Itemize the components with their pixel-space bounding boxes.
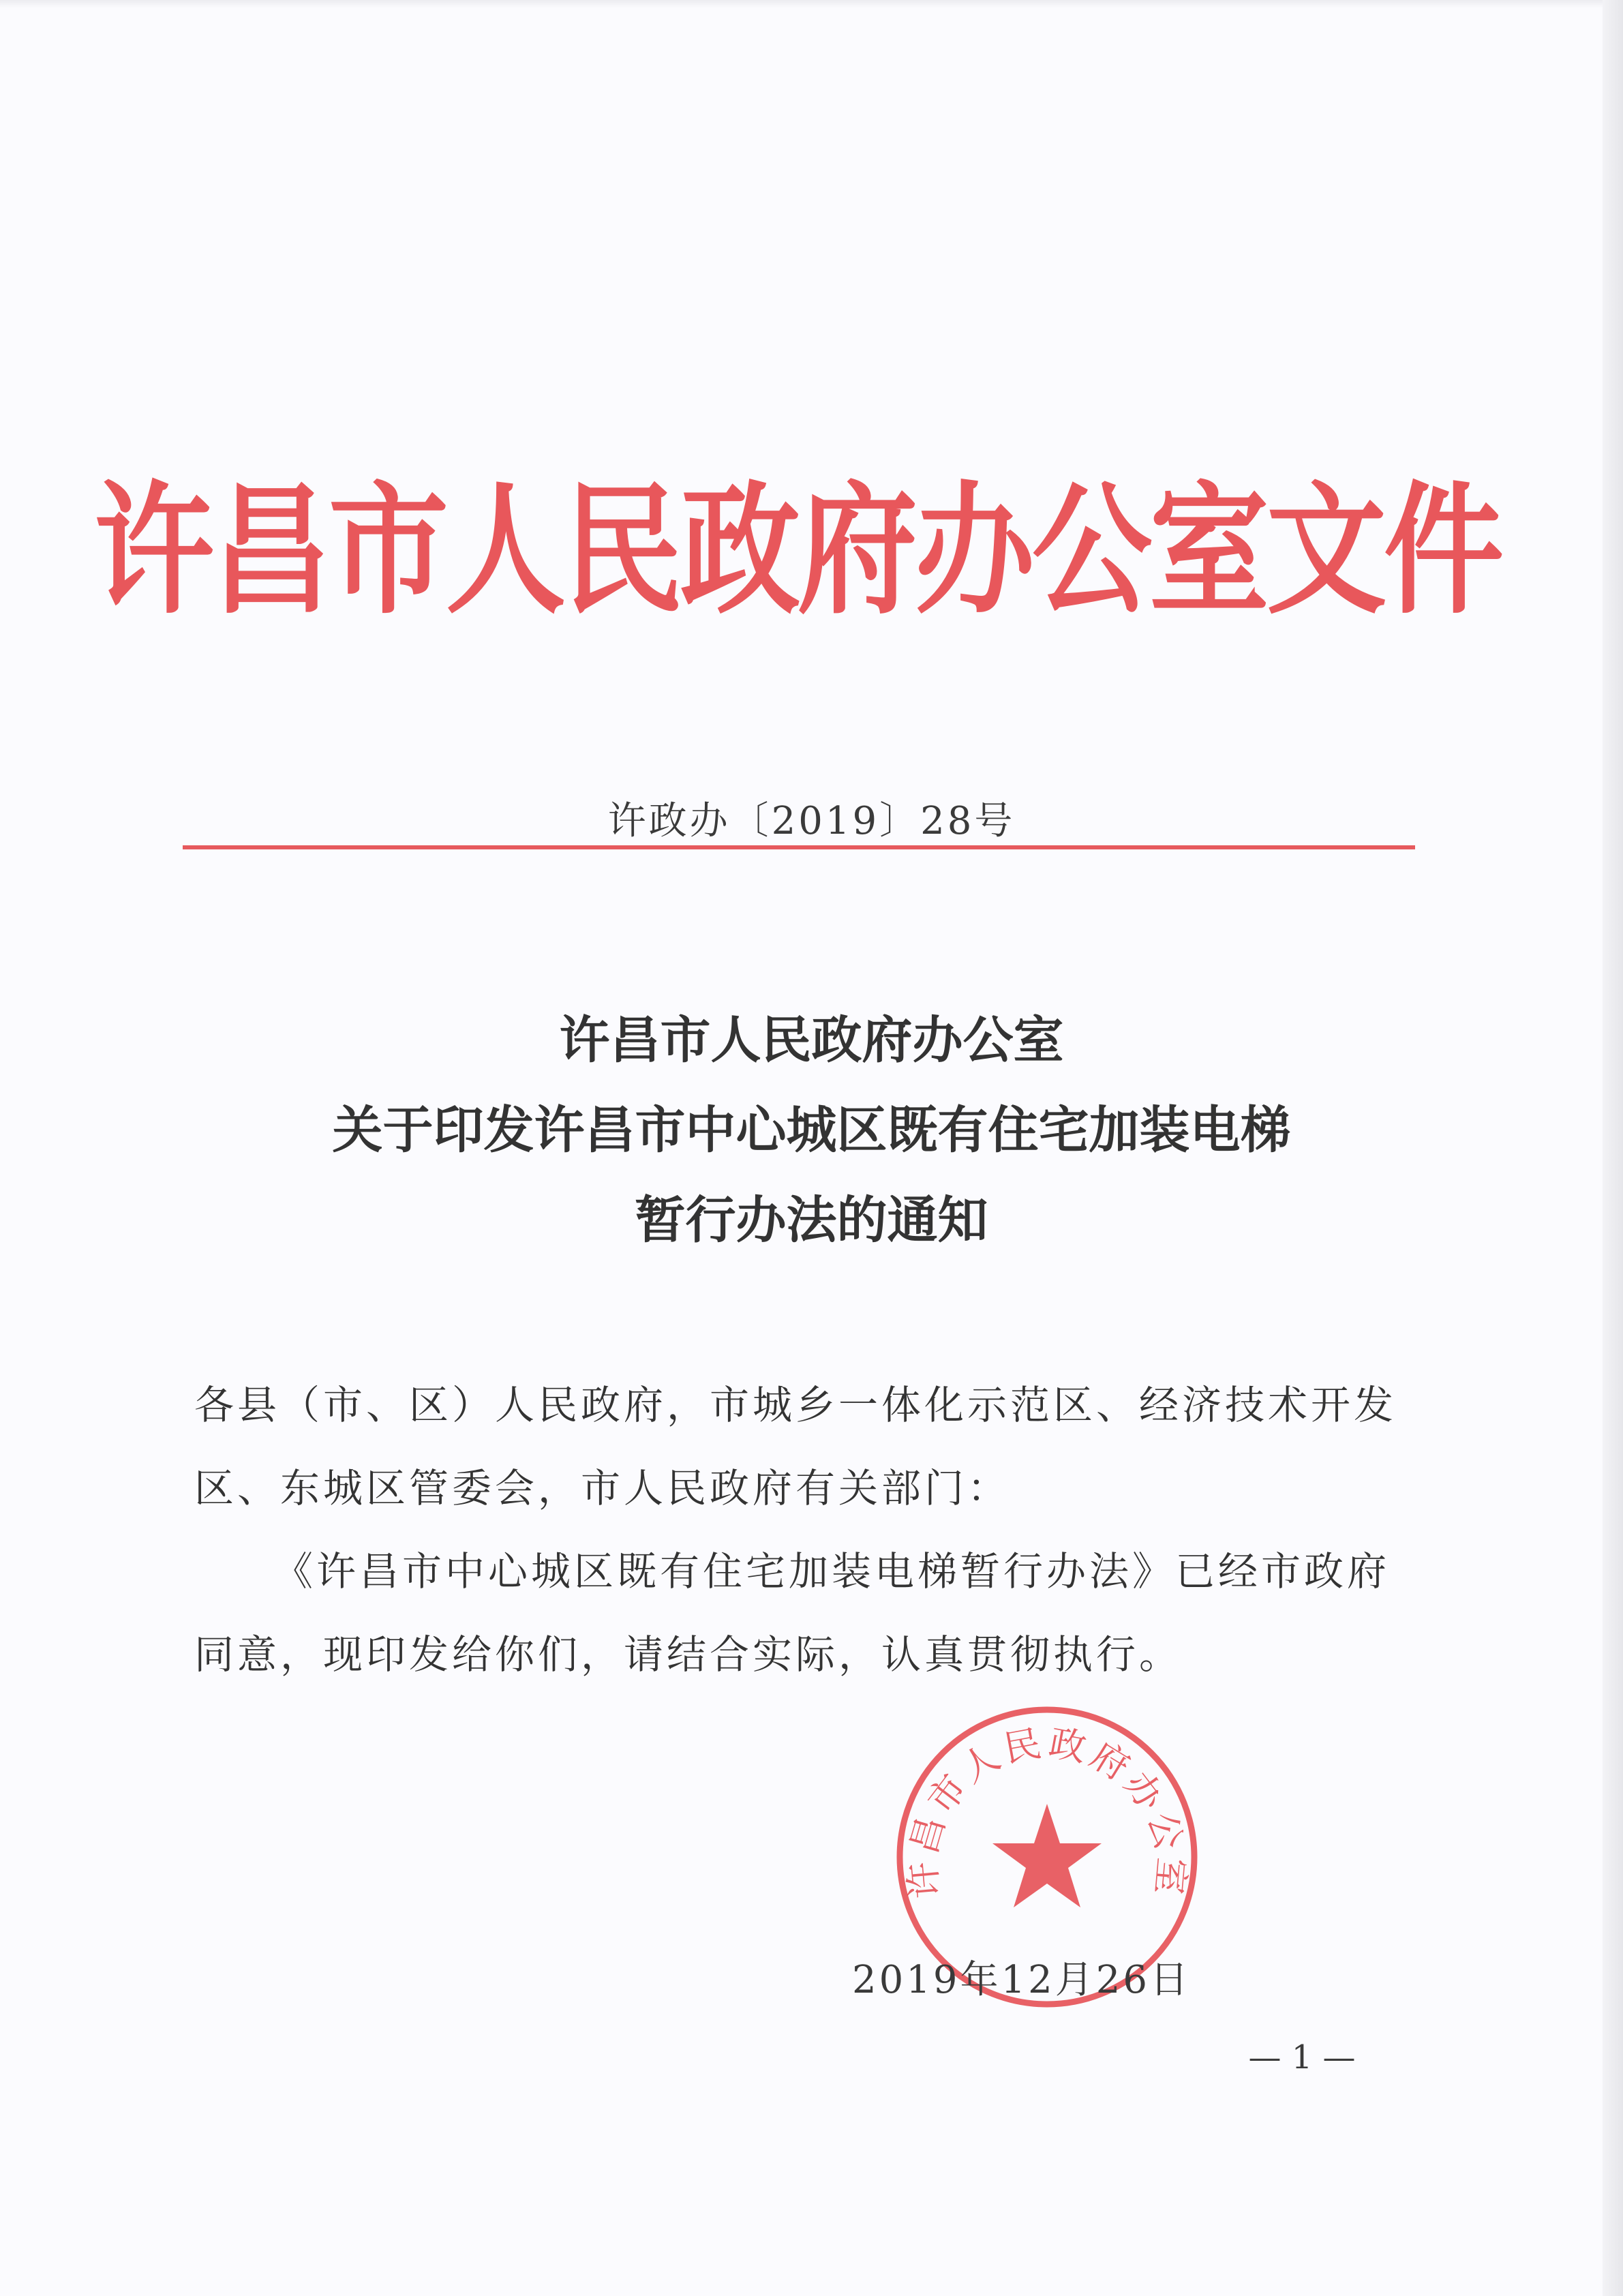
title-line-1: 许昌市人民政府办公室 xyxy=(559,1011,1064,1070)
seal-text-path: 许昌市人民政府办公室 xyxy=(900,1721,1194,1901)
title-line-2: 关于印发许昌市中心城区既有住宅加装电梯 xyxy=(332,1101,1291,1160)
masthead-title: 许昌市人民政府办公室文件 xyxy=(94,468,1502,633)
seal-star-icon xyxy=(992,1804,1102,1907)
scan-top-edge xyxy=(0,0,1623,8)
red-divider-rule xyxy=(183,845,1415,849)
recipients-paragraph: 各县（市、区）人民政府，市城乡一体化示范区、经济技术开发区、东城区管委会，市人民政府有关部门： xyxy=(194,1382,1397,1511)
title-line-3: 暂行办法的通知 xyxy=(635,1191,988,1250)
notice-body xyxy=(194,1363,1414,1696)
issue-date: 2019年12月26日 xyxy=(852,1958,1192,2002)
document-number: 许政办〔2019〕28号 xyxy=(607,799,1016,843)
page-number: — 1 — xyxy=(1248,2038,1356,2076)
main-paragraph: 《许昌市中心城区既有住宅加装电梯暂行办法》已经市政府同意，现印发给你们，请结合实际，认真贯彻执行。 xyxy=(194,1548,1391,1678)
notice-title xyxy=(0,995,1623,1265)
